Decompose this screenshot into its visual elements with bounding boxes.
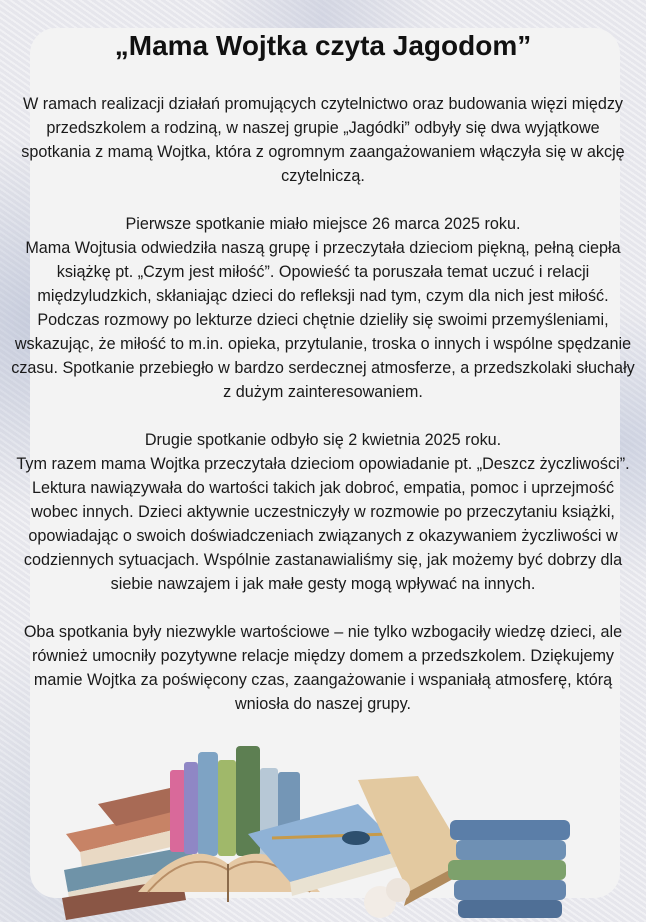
- books-stack-illustration: [58, 742, 578, 922]
- summary-paragraph: Oba spotkania były niezwykle wartościowe – nie tylko wzbogaciły wiedzę dzieci, ale również umocniły pozytywne relacje między domem a przedszkolem. Dziękujemy mamie Wojtka za poświęcony czas, zaangażowanie i wspaniałą atmosferę, którą wniosła do naszej grupy.: [23, 623, 623, 713]
- page-title: „Mama Wojtka czyta Jagodom”: [114, 30, 532, 61]
- intro-paragraph: W ramach realizacji działań promujących czytelnictwo oraz budowania więzi między przedszkolem a rodziną, w naszej grupie „Jagódki” odbyły się dwa wyjątkowe spotkania z mamą Wojtka, która z ogromnym zaangażowaniem włączyła się w akcję czytelniczą.: [21, 95, 625, 185]
- meeting1-paragraph: Mama Wojtusia odwiedziła naszą grupę i przeczytała dzieciom piękną, pełną ciepła książkę pt. „Czym jest miłość”. Opowieść ta poruszała temat uczuć i relacji międzyludzkich, skłaniając dzieci do refleksji nad tym, czym dla nich jest miłość. Podczas rozmowy po lekturze dzieci chętnie dzieliły się swoimi przemyśleniami, wskazując, że miłość to m.in. opieka, przytulanie, troska o innych i wspólne spędzanie czasu. Spotkanie przebiegło w bardzo serdecznej atmosferze, a przedszkolaki słuchały z dużym zainteresowaniem.: [11, 239, 635, 401]
- article-body: [10, 92, 636, 716]
- meeting1-date: Pierwsze spotkanie miało miejsce 26 marca 2025 roku.: [125, 215, 521, 233]
- meeting2-paragraph: Tym razem mama Wojtka przeczytała dzieciom opowiadanie pt. „Deszcz życzliwości”. Lektura nawiązywała do wartości takich jak dobroć, empatia, pomoc i uprzejmość wobec innych. Dzieci aktywnie uczestniczyły w rozmowie po przeczytaniu książki, opowiadając o swoich doświadczeniach związanych z okazywaniem życzliwości w codziennych sytuacjach. Wspólnie zastanawialiśmy się, jak możemy być dobrzy dla siebie nawzajem i jak małe gesty mogą wpływać na innych.: [16, 455, 630, 593]
- meeting2-date: Drugie spotkanie odbyło się 2 kwietnia 2025 roku.: [144, 431, 502, 449]
